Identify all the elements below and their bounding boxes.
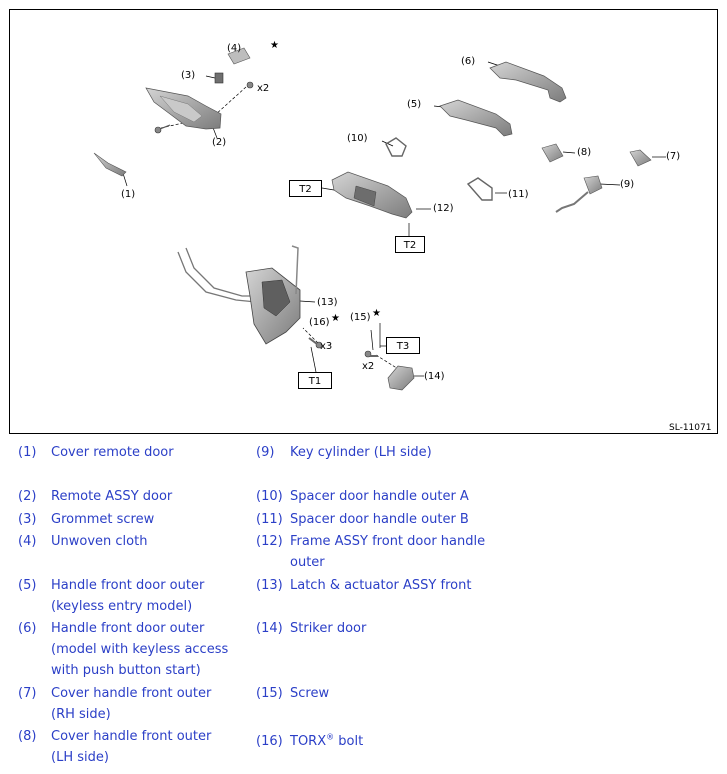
callout-5: (5) — [407, 99, 422, 110]
torque-box-t2: T2 — [289, 180, 322, 197]
callout-1: (1) — [121, 189, 136, 200]
quantity-x2-remote: x2 — [257, 83, 270, 94]
star-icon: ★ — [331, 313, 340, 324]
callout-3: (3) — [181, 70, 196, 81]
callout-15: (15) — [350, 312, 371, 323]
callout-4: (4) — [227, 43, 242, 54]
callout-6: (6) — [461, 56, 476, 67]
callout-8: (8) — [577, 147, 592, 158]
callout-2: (2) — [212, 137, 227, 148]
figure-id: SL-11071 — [669, 423, 712, 433]
star-icon: ★ — [372, 308, 381, 319]
torque-box-t3: T3 — [386, 337, 420, 354]
star-icon: ★ — [270, 40, 279, 51]
torque-box-t2: T2 — [395, 236, 425, 253]
quantity-x3-bolt: x3 — [320, 341, 333, 352]
callout-9: (9) — [620, 179, 635, 190]
callout-10: (10) — [347, 133, 368, 144]
callout-13: (13) — [317, 297, 338, 308]
exploded-parts-diagram — [9, 9, 718, 434]
callout-14: (14) — [424, 371, 445, 382]
callout-16: (16) — [309, 317, 330, 328]
quantity-x2-screw: x2 — [362, 361, 375, 372]
callout-7: (7) — [666, 151, 681, 162]
callout-12: (12) — [433, 203, 454, 214]
callout-11: (11) — [508, 189, 529, 200]
torque-box-t1: T1 — [298, 372, 332, 389]
